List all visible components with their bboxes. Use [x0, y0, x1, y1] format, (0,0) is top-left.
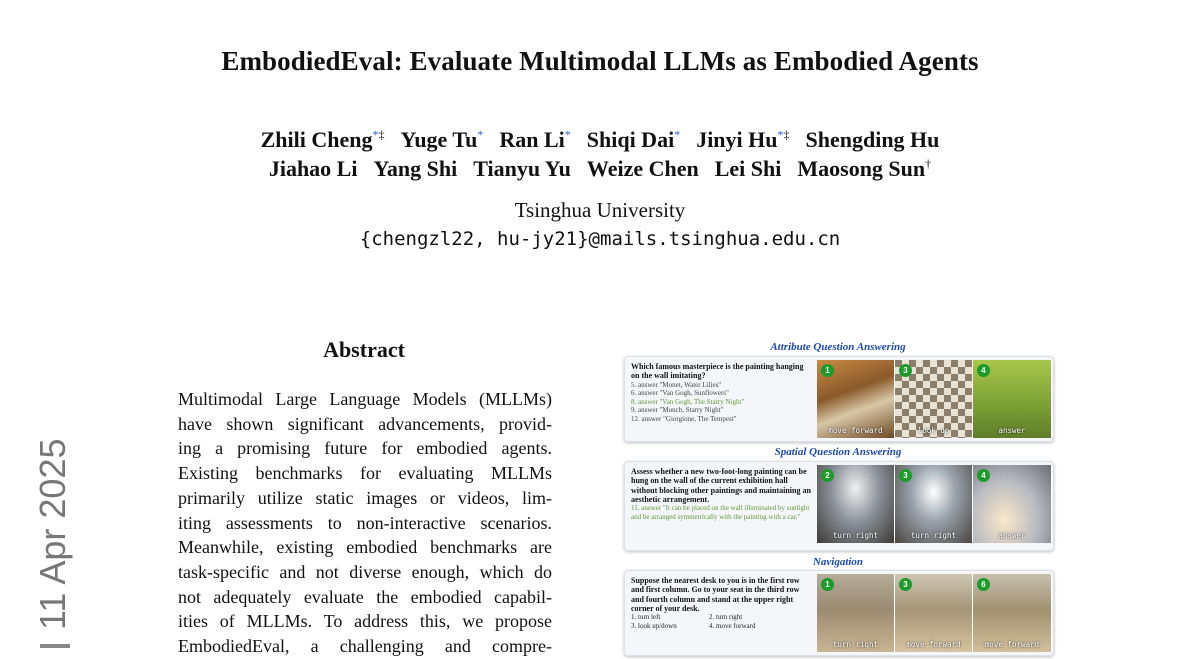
author-mark: ‡	[378, 127, 385, 142]
author-name	[715, 156, 782, 181]
option: 9. answer "Munch, Starry Night"	[631, 406, 724, 415]
step-badge: 2	[821, 469, 834, 482]
arxiv-side-stamp	[32, 439, 74, 649]
author-name-text: Jiahao Li	[268, 156, 358, 181]
author-mark: *	[777, 127, 784, 142]
author-name	[269, 156, 358, 181]
panel-attribute-qa	[624, 356, 1054, 442]
panel-text	[631, 576, 811, 630]
author-name-text: Zhili Cheng	[260, 127, 373, 152]
author-name-text: Maosong Sun	[797, 156, 926, 181]
action-label: move forward	[984, 640, 1040, 649]
title-text: EmbodiedEval: Evaluate Multimodal LLMs as Embodied Agents	[221, 46, 979, 76]
nav-op: 2. turn right	[709, 613, 743, 622]
question-text: Assess whether a new two-foot-long painting can be hung on the wall of the current exhibition hall without blocking other paintings and maintaining an aesthetic arrangement.	[631, 467, 811, 504]
abstract-heading: Abstract	[323, 337, 405, 362]
author-mark: *	[674, 127, 681, 142]
stamp-divider	[40, 644, 70, 648]
panel-text	[631, 362, 811, 423]
frame-image	[895, 360, 973, 438]
action-label: turn right	[910, 531, 957, 540]
step-badge: 6	[977, 578, 990, 591]
teaser-figure	[620, 338, 1056, 648]
author-mark: *	[477, 127, 484, 142]
author-name-text: Weize Chen	[586, 156, 699, 181]
step-badge: 3	[899, 578, 912, 591]
nav-ops-row	[631, 613, 811, 622]
panel-navigation	[624, 570, 1054, 656]
author-name	[373, 156, 457, 181]
arxiv-date: 11 Apr 2025	[32, 438, 73, 630]
frame-image	[895, 574, 973, 652]
option: 5. answer "Monet, Water Lilies"	[631, 380, 722, 389]
author-name-text: Jinyi Hu	[696, 127, 778, 152]
action-label: look up	[917, 426, 950, 435]
author-name	[587, 156, 699, 181]
author-row-1	[0, 127, 1200, 153]
abstract-line: not adequately evaluate the embodied capabil-	[178, 586, 552, 607]
question-text: Which famous masterpiece is the painting hanging on the wall imitating?	[631, 362, 804, 381]
author-mark: *	[564, 127, 571, 142]
step-badge: 4	[977, 469, 990, 482]
author-name-text: Yuge Tu	[400, 127, 478, 152]
figure-caption-attribute-qa: Attribute Question Answering	[770, 341, 906, 353]
abstract-line: ing a promising future for embodied agents.	[178, 438, 552, 459]
frame-image	[817, 360, 895, 438]
abstract-line: Existing benchmarks for evaluating MLLMs	[178, 463, 552, 484]
abstract-line: Multimodal Large Language Models (MLLMs)	[178, 389, 552, 409]
step-badge: 3	[899, 364, 912, 377]
author-name	[499, 127, 570, 152]
author-mark: *	[372, 127, 379, 142]
author-name-text: Tianyu Yu	[473, 156, 571, 181]
question-text: Suppose the nearest desk to you is in the first row and first column. Go to your seat in the third row and fourth column and stand at the upper right corner of your desk.	[631, 576, 800, 613]
author-name-text: Lei Shi	[714, 156, 782, 181]
affiliation: Tsinghua University	[514, 198, 686, 222]
author-name	[806, 127, 940, 152]
figure-caption-navigation: Navigation	[812, 556, 864, 568]
panel-spatial-qa	[624, 461, 1054, 551]
figure-caption-spatial-qa: Spatial Question Answering	[774, 446, 902, 458]
panel-text	[631, 467, 811, 521]
frame-image	[973, 360, 1052, 438]
action-label: turn right	[832, 531, 879, 540]
nav-ops-row	[631, 622, 811, 631]
step-badge: 1	[821, 364, 834, 377]
author-name	[400, 127, 483, 152]
abstract-line: ities of MLLMs. To address this, we propose	[178, 611, 552, 632]
abstract-line: EmbodiedEval, a challenging and compre-	[178, 636, 552, 657]
action-label: move forward	[906, 640, 961, 649]
answer-text: 11. answer "It can be placed on the wall illuminated by sunlight and be arranged symmetrically with the painting with a car."	[631, 504, 810, 521]
step-badge: 4	[977, 364, 990, 377]
abstract-line: Meanwhile, existing embodied benchmarks are	[178, 537, 552, 558]
abstract-line: task-specific and not diverse enough, which do	[178, 561, 552, 582]
step-badge: 3	[899, 469, 912, 482]
author-name	[261, 127, 385, 152]
author-row-2	[0, 156, 1200, 182]
nav-op: 3. look up/down	[631, 621, 677, 630]
frame-image	[895, 465, 973, 543]
frame-image	[817, 465, 895, 543]
author-name	[696, 127, 789, 152]
frame-image	[973, 574, 1052, 652]
paper-title	[0, 46, 1200, 77]
abstract-line: primarily utilize static images or videos, lim-	[178, 487, 552, 508]
action-label: move forward	[828, 426, 883, 435]
author-name	[797, 156, 931, 181]
author-name-text: Shiqi Dai	[586, 127, 675, 152]
frame-image	[973, 465, 1052, 543]
author-mark: ‡	[783, 127, 790, 142]
abstract-body	[178, 387, 552, 659]
author-name-text: Shengding Hu	[805, 127, 940, 152]
author-name	[587, 127, 680, 152]
author-name	[473, 156, 571, 181]
author-mark: †	[925, 156, 932, 171]
action-label: answer	[998, 531, 1026, 540]
abstract-line: iting assessments to non-interactive scenarios.	[178, 512, 552, 533]
abstract-line: have shown significant advancements, provid-	[178, 413, 552, 434]
step-badge: 1	[821, 578, 834, 591]
frame-image	[817, 574, 895, 652]
action-label: turn right	[832, 640, 879, 649]
nav-op: 4. move forward	[709, 621, 756, 630]
option: 6. answer "Van Gogh, Sunflowers"	[631, 389, 729, 398]
option: 12. answer "Giorgione, The Tempest"	[631, 414, 737, 423]
action-label: answer	[998, 426, 1026, 435]
contact-email: {chengzl22, hu-jy21}@mails.tsinghua.edu.cn	[359, 228, 841, 250]
option-correct: 8. answer "Van Gogh, The Starry Night"	[631, 397, 745, 406]
author-name-text: Ran Li	[499, 127, 565, 152]
nav-op: 1. turn left	[631, 613, 661, 622]
author-name-text: Yang Shi	[373, 156, 458, 181]
